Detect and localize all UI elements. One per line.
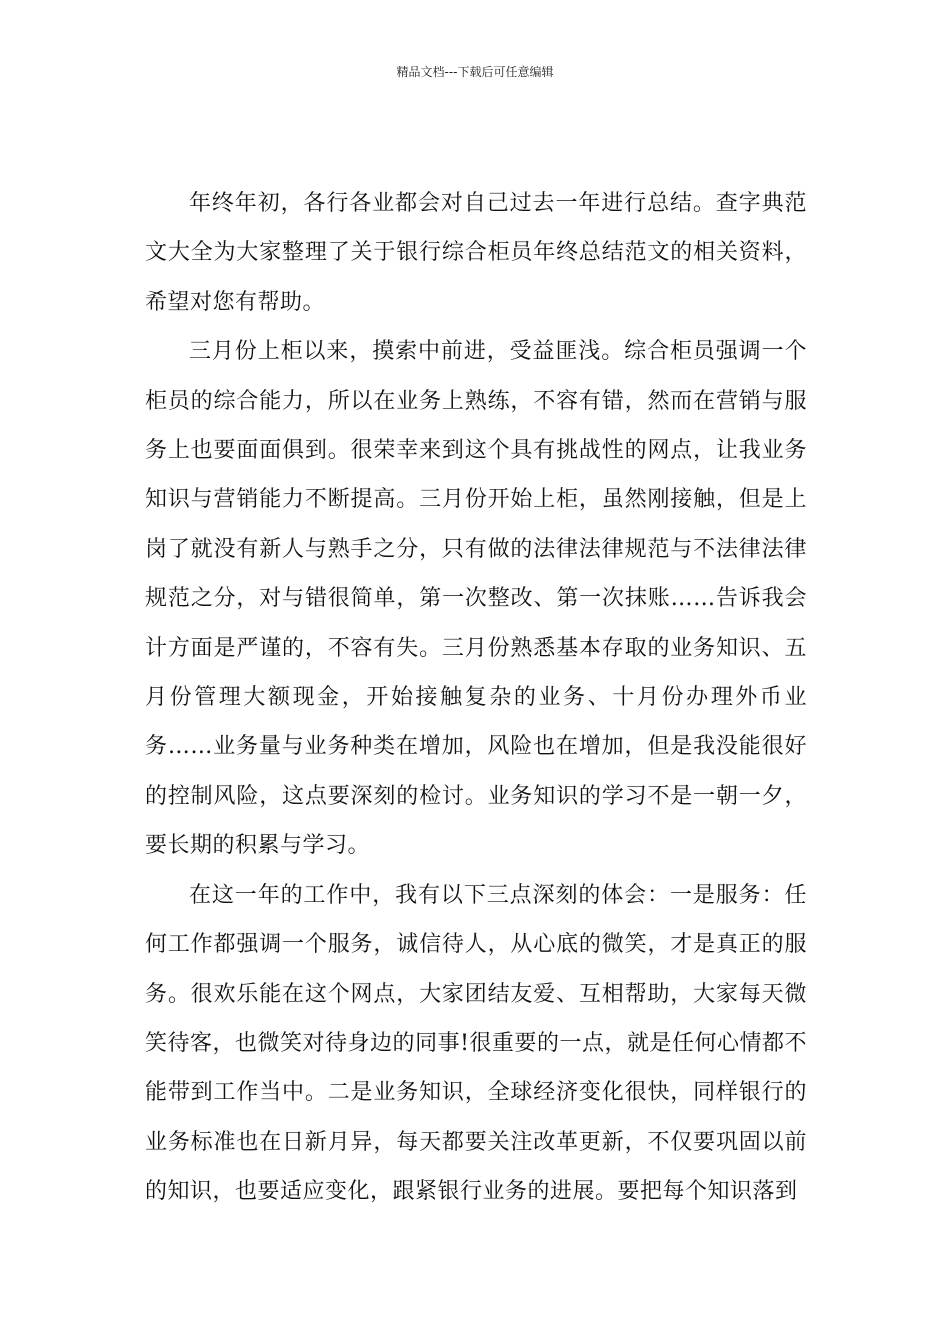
paragraph-intro: 年终年初，各行各业都会对自己过去一年进行总结。查字典范文大全为大家整理了关于银行综合柜员年终总结范文的相关资料，希望对您有帮助。 — [145, 191, 807, 315]
document-body — [145, 179, 807, 1217]
paragraph-experience: 在这一年的工作中，我有以下三点深刻的体会：一是服务：任何工作都强调一个服务，诚信待人，从心底的微笑，才是真正的服务。很欢乐能在这个网点，大家团结友爱、互相帮助，大家每天微笑待客，也微笑对待身边的同事!很重要的一点，就是任何心情都不能带到工作当中。二是业务知识，全球经济变化很快，同样银行的业务标准也在日新月异，每天都要关注改革更新，不仅要巩固以前的知识，也要适应变化，跟紧银行业务的进展。要把每个知识落到 — [145, 882, 807, 1205]
page-header: 精品文档---下载后可任意编辑 — [396, 65, 554, 79]
paragraph-work-review: 三月份上柜以来，摸索中前进，受益匪浅。综合柜员强调一个柜员的综合能力，所以在业务上熟练，不容有错，然而在营销与服务上也要面面俱到。很荣幸来到这个具有挑战性的网点，让我业务知识与营销能力不断提高。三月份开始上柜，虽然刚接触，但是上岗了就没有新人与熟手之分，只有做的法律法律规范与不法律法律规范之分，对与错很简单，第一次整改、第一次抹账……告诉我会计方面是严谨的，不容有失。三月份熟悉基本存取的业务知识、五月份管理大额现金，开始接触复杂的业务、十月份办理外币业务……业务量与业务种类在增加，风险也在增加，但是我没能很好的控制风险，这点要深刻的检讨。业务知识的学习不是一朝一夕，要长期的积累与学习。 — [145, 339, 807, 859]
